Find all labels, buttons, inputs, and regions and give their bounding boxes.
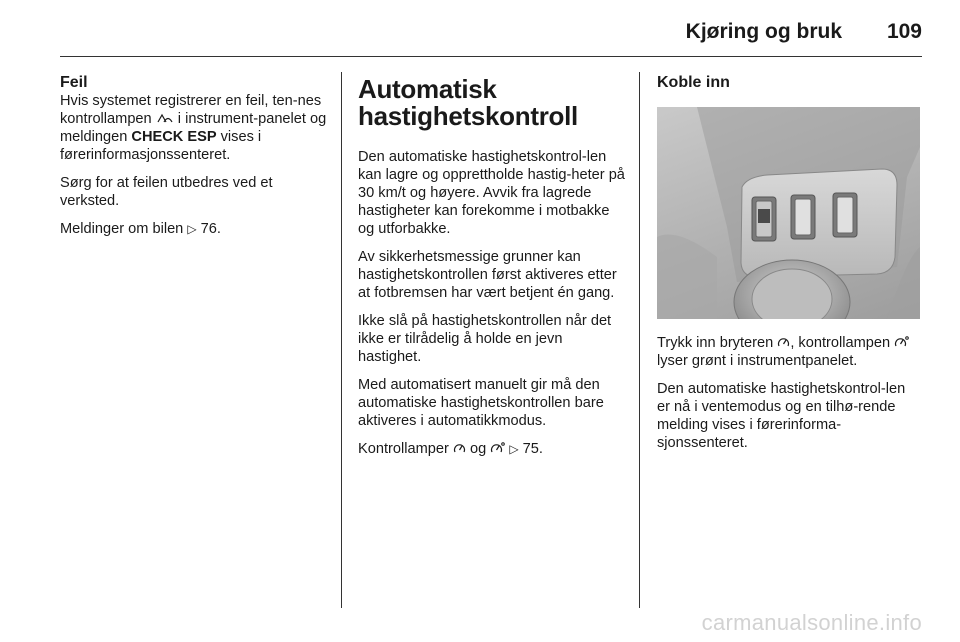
column-koble-inn-text (657, 334, 922, 462)
column-koble-inn (657, 74, 922, 92)
paragraph-auto-3: Ikke slå på hastighetskontrollen når det ikke er tilrådelig å holde en jevn hastighet. (358, 313, 612, 365)
text: Hvis systemet registrerer en feil, ten-nes kontrollampen (60, 93, 322, 127)
paragraph-auto-2: Av sikkerhetsmessige grunner kan hastighetskontrollen først aktiveres etter at fotbremsen har vært betjent én gang. (358, 249, 617, 301)
text: Kontrollamper (358, 441, 449, 457)
paragraph-feil-2: Sørg for at feilen utbedres ved et verksted. (60, 175, 273, 209)
paragraph-auto-5 (358, 440, 628, 458)
watermark: carmanualsonline.info (701, 610, 922, 635)
page-reference: 75. (522, 441, 543, 457)
heading-line: Automatisk (358, 74, 497, 104)
cross-reference-arrow-icon: ▷ (509, 442, 519, 456)
header-title: Kjøring og bruk (685, 20, 842, 43)
paragraph-koble-2: Den automatiske hastighetskontrol-len er nå i ventemodus og en tilhø-rende melding vises i førerinforma-sjonssenteret. (657, 381, 906, 451)
heading-line: hastighetskontroll (358, 101, 578, 131)
paragraph-feil-3 (60, 220, 328, 238)
esp-warning-icon (156, 113, 174, 124)
paragraph-koble-1 (657, 334, 922, 370)
dashboard-switch-photo (657, 107, 920, 319)
heading-koble-inn: Koble inn (657, 74, 730, 91)
text: vises i førerinformasjonssenteret. (60, 129, 262, 163)
heading-feil: Feil (60, 74, 88, 91)
paragraph-auto-1: Den automatiske hastighetskontrol-len kan lagre og opprettholde hastig-heter på 30 km/t og høyere. Avvik fra lagrede hastigheter kan forekomme i motbakke og utforbakke. (358, 149, 625, 237)
text: Meldinger om bilen (60, 221, 184, 237)
check-esp-message: CHECK ESP (131, 129, 217, 145)
cruise-control-icon (453, 443, 466, 454)
text: og (469, 441, 487, 457)
page-number: 109 (886, 20, 922, 43)
paragraph-feil-1 (60, 92, 328, 164)
page-reference: 76. (200, 221, 221, 237)
paragraph-auto-4: Med automatisert manuelt gir må den automatiske hastighetskontrollen bare aktiveres i automatikkmodus. (358, 377, 604, 429)
text: i instrument-panelet og meldingen (60, 111, 327, 145)
heading-automatisk-hastighetskontroll (358, 76, 628, 130)
column-divider-right (639, 72, 640, 608)
column-feil (60, 74, 328, 248)
cruise-control-active-icon (894, 336, 909, 348)
column-automatisk (358, 74, 628, 468)
dashboard-switch-illustration (657, 107, 920, 319)
cruise-control-active-icon (490, 442, 505, 454)
page-header (60, 18, 922, 57)
text: lyser grønt i instrumentpanelet. (657, 353, 858, 369)
cross-reference-arrow-icon: ▷ (187, 222, 197, 236)
text: , kontrollampen (790, 335, 891, 351)
cruise-control-icon (777, 337, 790, 348)
text: Trykk inn bryteren (657, 335, 774, 351)
column-divider-left (341, 72, 342, 608)
